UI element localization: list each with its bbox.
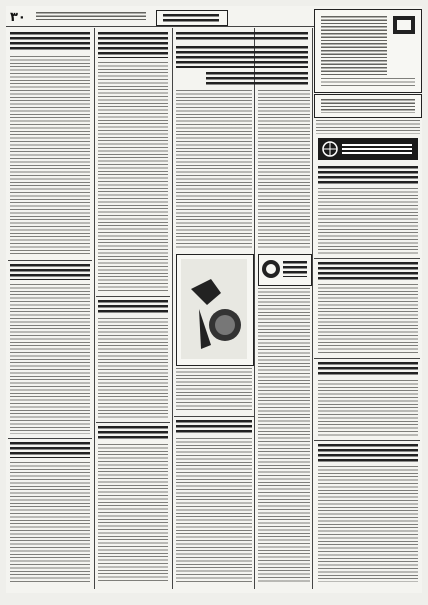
article-body bbox=[318, 466, 418, 582]
article-headline bbox=[176, 420, 252, 434]
article-body bbox=[98, 62, 168, 292]
article-body bbox=[10, 56, 90, 256]
radio-section-icon bbox=[261, 259, 281, 279]
article-headline bbox=[318, 166, 418, 184]
lead-kicker bbox=[176, 32, 308, 42]
masthead-subbox bbox=[314, 94, 422, 118]
article-body bbox=[98, 318, 168, 418]
article-body bbox=[318, 380, 418, 436]
article-body bbox=[318, 284, 418, 354]
newspaper-page bbox=[6, 6, 422, 593]
cartoon-illustration-icon bbox=[181, 259, 247, 359]
article-body bbox=[98, 444, 168, 582]
article-headline bbox=[10, 442, 90, 458]
masthead-emblem-icon bbox=[391, 14, 417, 36]
article-body bbox=[10, 284, 90, 434]
article-headline bbox=[318, 444, 418, 462]
article-headline bbox=[98, 32, 168, 58]
article-body bbox=[10, 462, 90, 582]
radio-section-box bbox=[258, 254, 312, 286]
section-title-box bbox=[156, 10, 228, 26]
column-rule bbox=[254, 28, 255, 589]
article-body bbox=[176, 90, 252, 250]
article-headline bbox=[98, 300, 168, 314]
globe-icon bbox=[322, 141, 338, 157]
article-body bbox=[176, 368, 252, 412]
masthead-box bbox=[314, 9, 422, 93]
article-body bbox=[318, 188, 418, 254]
article-body bbox=[258, 90, 310, 250]
article-headline bbox=[318, 262, 418, 280]
page-number: ۳۰ bbox=[10, 10, 26, 25]
article-body bbox=[176, 438, 252, 582]
lead-headline bbox=[176, 46, 308, 68]
lead-subheadline bbox=[206, 72, 308, 86]
cartoon-panel bbox=[176, 254, 254, 366]
article-body bbox=[258, 288, 310, 582]
article-headline bbox=[98, 426, 168, 440]
article-headline bbox=[10, 264, 90, 280]
article-headline bbox=[318, 362, 418, 376]
article-headline bbox=[10, 32, 90, 52]
date-line bbox=[36, 12, 146, 22]
column-rule bbox=[172, 28, 173, 589]
section-banner bbox=[318, 138, 418, 160]
column-rule bbox=[94, 28, 95, 589]
column-rule bbox=[312, 28, 313, 589]
article-body bbox=[316, 120, 420, 134]
